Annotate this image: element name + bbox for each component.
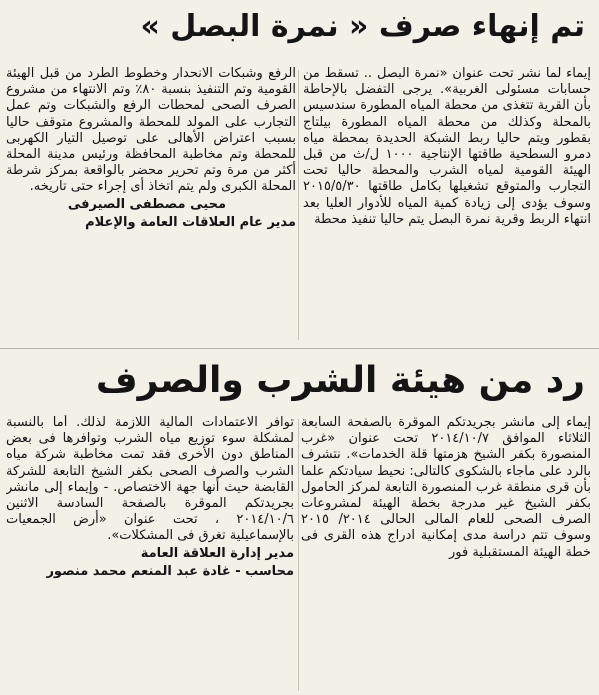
- article-bottom: [0, 348, 599, 695]
- column-divider: [298, 70, 299, 340]
- article-text: إيماء إلى مانشر بجريدتكم الموقرة بالصفحة السابعة الثلاثاء الموافق ٢٠١٤/١٠/٧ تحت عنوان «غرب المنصورة بكفر الشيخ هزمتها قلة الخدمات». نتشرف بالرد على ماجاء بالشكوى كالتالى: نحيط سيادتكم علما بأن قرى منطقة غرب المنصورة التابعة لمركز الحامول بكفر الشيخ غير مدرجة بخطة الهيئة لمشروعات الصرف الصحى للعام المالى الحالى ٢٠١٤/ ٢٠١٥ وسوف تتم دراسة مدى إمكانية ادراج هذه القرى فى خطة الهيئة المستقبلية فور: [301, 415, 591, 560]
- article-text: إيماء لما نشر تحت عنوان «نمرة البصل .. تسقط من حسابات مسئولى الغربية». يرجى التفضل بالإحاطة بأن القرية تتغذى من محطة المياه المطورة سندسيس بالمحلة وكذلك من محطة المياه المطورة بيلتاج بقطور ويتم حاليا ربط الشبكة الحديدة بمحطة مياه دمرو السطحية طاقتها الإنتاجية ١٠٠٠ ل/ث من قبل الهيئة القومية لمياه الشرب والمحطة حاليا تحت التجارب والمتوقع تشغيلها بكامل طاقتها ٢٠١٥/٥/٣٠ وسوف يؤدى إلى زيادة كمية المياه للأدوار العليا بعد انتهاء الربط وقرية نمرة البصل يتم حاليا تنفيذ محطة: [303, 66, 591, 227]
- signature-title: مدير عام العلاقات العامة والإعلام: [85, 214, 296, 230]
- article-text: توافر الاعتمادات المالية اللازمة لذلك. أما بالنسبة لمشكلة سوء توزيع مياه الشرب وتوافرها فى بعض المناطق دون الأخرى فقد تمت مخاطبة شركة مياه الشرب والصرف الصحى بكفر الشيخ التابعة للشركة القابضة حيث أنها جهة الاختصاص. - وإيماء إلى مانشر بجريدتكم الموقرة بالصفحة السادسة الاثنين ٢٠١٤/١٠/٦ ، تحت عنوان «أرض الجمعيات بالإسماعيلية تغرق فى المشكلات».: [6, 415, 294, 544]
- article-headline: تم إنهاء صرف « نمرة البصل »: [140, 9, 585, 44]
- article-column-left: [6, 66, 296, 344]
- article-column-right: [303, 66, 591, 344]
- column-divider: [298, 419, 299, 691]
- article-headline: رد من هيئة الشرب والصرف: [95, 360, 585, 401]
- article-column-right: [301, 415, 591, 695]
- signature-name: محاسب - غادة عبد المنعم محمد منصور: [46, 563, 294, 579]
- article-text: الرفع وشبكات الانحدار وخطوط الطرد من قبل الهيئة القومية وتم التنفيذ بنسبة ٨٠٪ وتم الانتهاء من مشروع الصرف الصحى لمحطات الرفع والشبكات وتم عمل التجارب على المولد للمحطة والمشروع متوقف حاليا بسبب اعتراض الأهالى على توصيل التيار الكهربى للمحطة وتم مخاطبة المحافظة ورئيس مدينة المحلة أكثر من مرة وتم تحرير محضر بالواقعة بمركز شرطة المحلة الكبرى ولم يتم اتخاذ أى إجراء حتى تاريخه.: [6, 66, 296, 195]
- article-top: [0, 0, 599, 347]
- signature-name: محيى مصطفى الصيرفى: [67, 196, 226, 212]
- article-column-left: [6, 415, 294, 695]
- signature-title: مدير إدارة العلاقة العامة: [140, 545, 294, 561]
